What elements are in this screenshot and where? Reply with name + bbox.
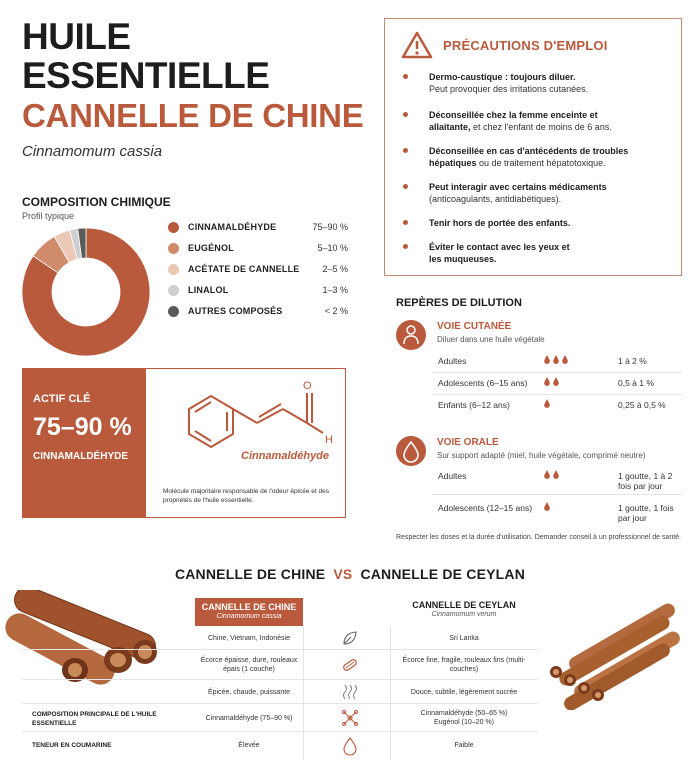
chine-column-header [195,598,303,626]
precaution-item [403,217,673,229]
molecule-name: Cinnamaldéhyde [241,450,330,462]
drop-circle-icon [396,436,426,466]
dilution-row [432,375,682,393]
legend-value: 2–5 % [322,264,348,274]
chine-cell: Épicée, chaude, puissante [207,689,291,696]
body-icon [396,320,426,350]
drop-icon [544,377,550,386]
chine-header-latin: Cinnamomum cassia [216,613,282,620]
legend-name: AUTRES COMPOSÉS [188,306,283,316]
bullet-icon [403,148,408,153]
precaution-text: et chez l'enfant de moins de 6 ans. [470,122,612,132]
precaution-bold: Déconseillée en cas d'antécédents de troubles hépatiques [429,146,629,168]
comparison-title [0,566,700,582]
precaution-item [403,145,673,169]
table-row [22,626,538,650]
orale-subtitle: Sur support adapté (miel, huile végétale, comprimé neutre) [437,451,646,460]
title-line-1: HUILE [22,16,131,57]
dilution-row [432,468,682,496]
drops-1 [544,502,553,513]
dilution-row [432,353,682,371]
chine-cell: Cinnamaldéhyde (75–90 %) [205,715,293,722]
table-row [22,680,538,704]
atom-h-label: H [325,434,333,446]
drops-2 [544,470,562,481]
cinnamaldehyde-molecule-icon [159,371,339,461]
ceylan-cell: Douce, subtile, légèrement sucrée [410,689,518,696]
dilution-dose: 1 goutte, 1 à 2 fois par jour [618,471,673,491]
table-row [22,704,538,732]
aroma-icon [340,682,360,702]
active-name: CINNAMALDÉHYDE [33,451,128,462]
legend-name: LINALOL [188,285,229,295]
ceylan-column-header [390,600,538,618]
legend-value: 5–10 % [317,243,348,253]
chine-cell: Chine, Vietnam, Indonésie [208,635,290,642]
drop-icon [544,399,550,408]
precaution-item [403,71,673,95]
precaution-bold: Peut interagir avec certains médicaments [429,182,607,192]
legend-dot [168,306,179,317]
active-compound-box [22,368,346,518]
precaution-bold: Tenir hors de portée des enfants. [429,218,571,228]
ceylan-cell: Cinnamaldéhyde (50–65 %) Eugénol (10–20 %) [420,710,508,726]
row-label: TENEUR EN COUMARINE [32,742,112,749]
composition-donut-chart [22,228,150,356]
ceylan-cell: Écorce fine, fragile, rouleaux fins (multi-couches) [402,657,526,673]
dilution-row [432,500,682,528]
bullet-icon [403,220,408,225]
comparison-right-title: CANNELLE DE CEYLAN [360,566,526,582]
cinnamon-sticks-ceylan-icon [542,600,692,710]
drop-icon [562,355,568,364]
dilution-dose: 1 goutte, 1 fois par jour [618,503,674,523]
drop-icon [553,470,559,479]
drops-2 [544,377,562,388]
ceylan-cell: Faible [454,742,474,749]
drops-1 [544,399,553,410]
vs-label: VS [333,566,353,582]
dilution-who: Enfants (6–12 ans) [438,400,510,410]
divider [432,494,682,495]
ceylan-cell: Sri Lanka [449,635,479,642]
drop-icon [553,355,559,364]
chine-cell: Élevée [238,742,260,749]
legend-dot [168,264,179,275]
table-row [22,732,538,760]
divider [432,372,682,373]
dilution-who: Adolescents (12–15 ans) [438,503,533,513]
latin-name: Cinnamomum cassia [22,143,163,160]
molecule-description: Molécule majoritaire responsable de l'odeur épicée et des propriétés de l'huile essentielle. [163,488,330,504]
dilution-who: Adultes [438,471,467,481]
dilution-who: Adolescents (6–15 ans) [438,378,528,388]
molecule-icon [340,708,360,728]
legend-name: ACÉTATE DE CANNELLE [188,264,300,274]
comparison-left-title: CANNELLE DE CHINE [174,566,326,582]
drop-icon [544,502,550,511]
drop-icon [544,355,550,364]
title-line-3: CANNELLE DE CHINE [22,97,364,134]
drops-3 [544,355,571,366]
legend-value: < 2 % [324,306,348,316]
legend-name: CINNAMALDÉHYDE [188,222,277,232]
precaution-item [403,241,673,265]
legend-row-acetate [168,263,348,277]
legend-row-eugenol [168,242,348,256]
precaution-bold: Éviter le contact avec les yeux et les muqueuses. [429,242,570,264]
legend-dot [168,285,179,296]
dilution-title: REPÈRES DE DILUTION [396,297,522,309]
ceylan-header-title: CANNELLE DE CEYLAN [412,600,516,610]
precaution-bold: Dermo-caustique : toujours diluer. [429,72,576,82]
precaution-text: ou de traitement hépatotoxique. [476,158,606,168]
leaf-icon [340,628,360,648]
atom-o-label: O [303,380,312,392]
ceylan-header-latin: Cinnamomum verum [431,611,497,618]
legend-row-cinnamaldehyde [168,221,348,235]
composition-title: COMPOSITION CHIMIQUE [22,195,171,209]
precaution-bold: Déconseillée chez la femme enceinte et allaitante, [429,110,598,132]
orale-title: VOIE ORALE [437,437,499,448]
precautions-box [384,18,682,276]
drop-icon [553,377,559,386]
legend-value: 1–3 % [322,285,348,295]
composition-subtitle: Profil typique [22,211,75,221]
dilution-row [432,397,682,415]
warning-icon [401,31,433,59]
bark-icon [340,655,360,675]
bullet-icon [403,184,408,189]
active-compound-panel [23,369,146,517]
legend-dot [168,222,179,233]
cutanee-title: VOIE CUTANÉE [437,321,512,332]
legend-value: 75–90 % [312,222,348,232]
dilution-who: Adultes [438,356,467,366]
precaution-text: Peut provoquer des irritations cutanées. [429,84,589,94]
precautions-title: PRÉCAUTIONS D'EMPLOI [443,38,608,53]
drop-icon [544,470,550,479]
table-row [22,650,538,680]
title-line-2: ESSENTIELLE [22,55,270,96]
active-label: ACTIF CLÉ [33,393,91,405]
dilution-dose: 0,5 à 1 % [618,378,654,388]
precaution-text: (anticoagulants, antidiabétiques). [429,194,562,204]
legend-row-linalol [168,284,348,298]
bullet-icon [403,74,408,79]
dilution-dose: 1 à 2 % [618,356,647,366]
row-label: COMPOSITION PRINCIPALE DE L'HUILE ESSENTIELLE [32,711,157,727]
precaution-item [403,181,673,205]
legend-name: EUGÉNOL [188,243,234,253]
divider [432,394,682,395]
precaution-item [403,109,673,133]
legend-row-autres [168,305,348,319]
bullet-icon [403,112,408,117]
chine-header-title: CANNELLE DE CHINE [201,602,297,612]
chine-cell: Écorce épaisse, dure, rouleaux épais (1 couche) [200,657,298,673]
cutanee-subtitle: Diluer dans une huile végétale [437,335,545,344]
active-value: 75–90 % [33,413,132,441]
legend-dot [168,243,179,254]
dilution-dose: 0,25 à 0,5 % [618,400,666,410]
drop-icon [340,736,360,756]
bullet-icon [403,244,408,249]
dilution-note: Respecter les doses et la durée d'utilisation. Demander conseil à un professionnel de santé. [396,534,682,541]
